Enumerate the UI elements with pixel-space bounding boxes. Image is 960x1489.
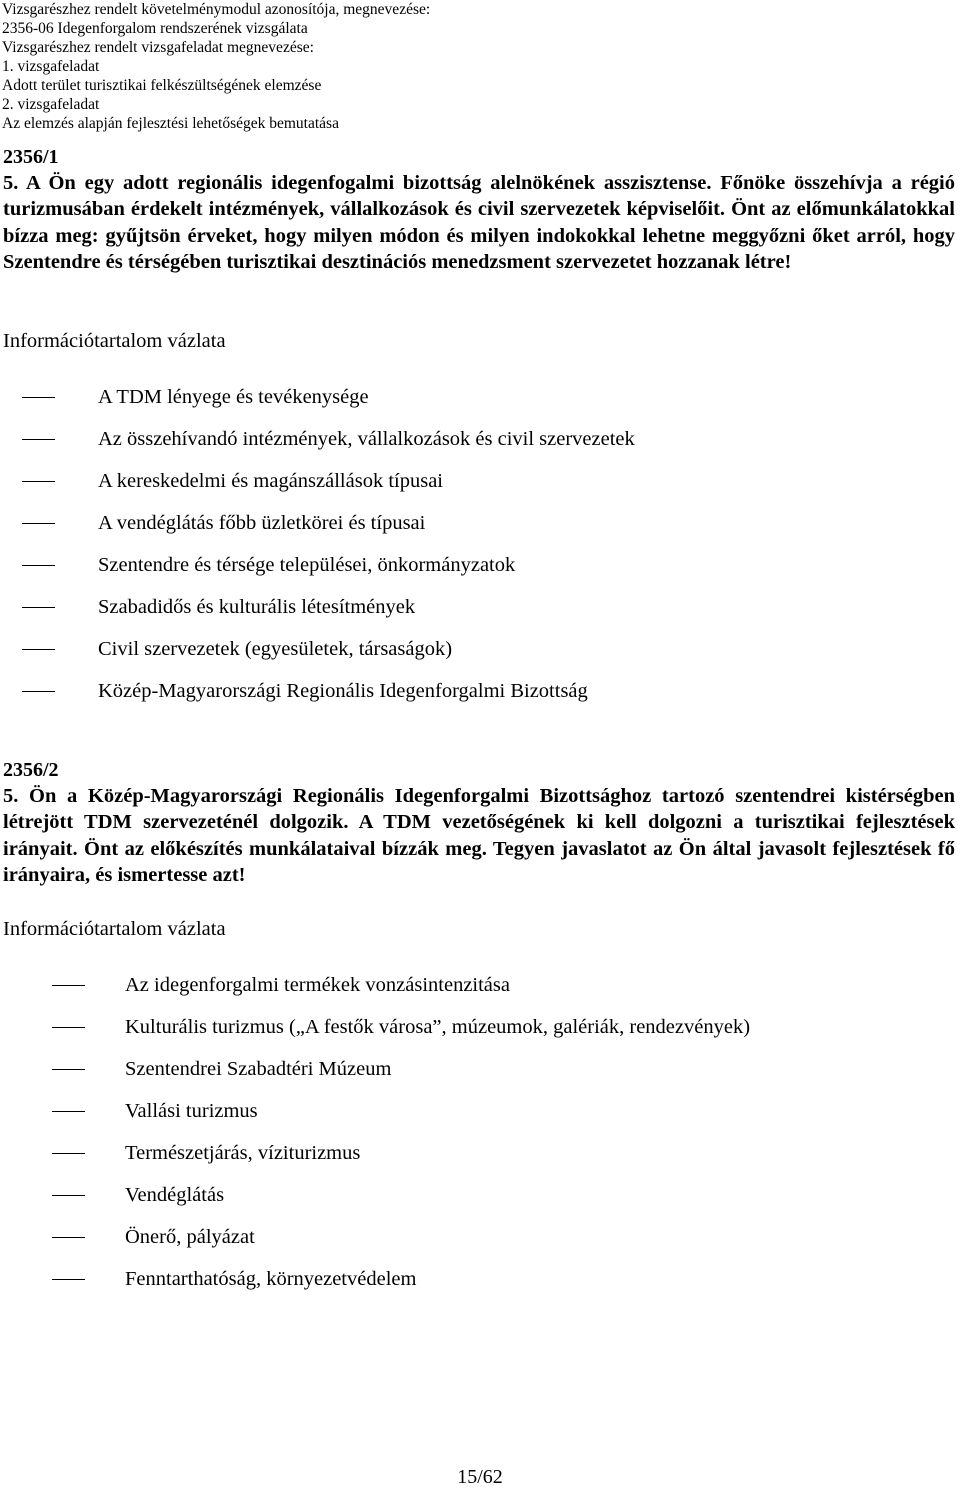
header-line-task-1-name: Adott terület turisztikai felkészültségének elemzése (2, 77, 322, 94)
dash-bullet-icon (22, 607, 55, 608)
dash-bullet-icon (22, 523, 55, 524)
document-header (2, 0, 952, 133)
page-number: 15/62 (457, 1466, 503, 1488)
list-item-label: Önerő, pályázat (125, 1226, 255, 1248)
dash-bullet-icon (22, 691, 55, 692)
task-1 (3, 144, 955, 276)
list-item-label: Civil szervezetek (egyesületek, társaságok) (98, 638, 453, 660)
list-item-label: Szabadidős és kulturális létesítmények (98, 596, 416, 618)
dash-bullet-icon (22, 397, 55, 398)
task-1-code: 2356/1 (3, 146, 59, 168)
list-item (0, 964, 950, 1006)
list-item-label: Szentendre és térsége települései, önkormányzatok (98, 554, 516, 576)
header-line-task-2-name: Az elemzés alapján fejlesztési lehetőségek bemutatása (2, 115, 339, 132)
list-item-label: A TDM lényege és tevékenysége (98, 386, 369, 408)
list-item (0, 502, 950, 544)
list-item (0, 586, 950, 628)
list-item (0, 670, 950, 712)
dash-bullet-icon (52, 1279, 85, 1280)
list-item-label: Közép-Magyarországi Regionális Idegenforgalmi Bizottság (98, 680, 588, 702)
list-item (0, 1132, 950, 1174)
list-item-label: Természetjárás, víziturizmus (125, 1142, 361, 1164)
list-item (0, 376, 950, 418)
list-item (0, 1048, 950, 1090)
dash-bullet-icon (52, 1195, 85, 1196)
list-item (0, 544, 950, 586)
header-line-task-2-number: 2. vizsgafeladat (2, 96, 100, 113)
list-item-label: Az összehívandó intézmények, vállalkozások és civil szervezetek (98, 428, 635, 450)
list-item (0, 1258, 950, 1300)
dash-bullet-icon (22, 649, 55, 650)
dash-bullet-icon (52, 1069, 85, 1070)
list-item (0, 1216, 950, 1258)
task-2-outline-heading: Információtartalom vázlata (3, 918, 226, 940)
dash-bullet-icon (22, 481, 55, 482)
task-2-outline-list (0, 964, 950, 1300)
list-item (0, 1090, 950, 1132)
list-item-label: Szentendrei Szabadtéri Múzeum (125, 1058, 392, 1080)
list-item (0, 1006, 950, 1048)
list-item-label: Fenntarthatóság, környezetvédelem (125, 1268, 417, 1290)
task-1-text: 5. A Ön egy adott regionális idegenfogalmi bizottság alelnökének asszisztense. Főnöke összehívja a régió turizmusában érdekelt intézmények, vállalkozások és civil szervezetek képviselőit. Önt az előmunkálatokkal bízza meg: gyűjtsön érveket, hogy milyen módon és milyen indokokkal lehetne meggyőzni őket arról, hogy Szentendre és térségében turisztikai desztinációs menedzsment szervezetet hozzanak létre! (3, 172, 955, 274)
list-item (0, 628, 950, 670)
dash-bullet-icon (52, 985, 85, 986)
list-item-label: A kereskedelmi és magánszállások típusai (98, 470, 443, 492)
list-item (0, 460, 950, 502)
task-1-outline-list (0, 376, 950, 712)
task-2-text: 5. Ön a Közép-Magyarországi Regionális Idegenforgalmi Bizottsághoz tartozó szentendrei kistérségben létrejött TDM szervezeténél dolgozik. A TDM vezetőségének ki kell dolgozni a turisztikai fejlesztések irányait. Önt az előkészítés munkálataival bízzák meg. Tegyen javaslatot az Ön által javasolt fejlesztések fő irányaira, és ismertesse azt! (3, 785, 955, 887)
header-line-module-label: Vizsgarészhez rendelt követelménymodul azonosítója, megnevezése: (2, 1, 431, 18)
list-item-label: Az idegenforgalmi termékek vonzásintenzitása (125, 974, 510, 996)
list-item-label: Vendéglátás (125, 1184, 225, 1206)
list-item-label: Kulturális turizmus („A festők városa”, múzeumok, galériák, rendezvények) (125, 1016, 751, 1038)
task-2 (3, 757, 955, 889)
header-line-task-1-number: 1. vizsgafeladat (2, 58, 100, 75)
list-item-label: Vallási turizmus (125, 1100, 258, 1122)
header-line-module-name: 2356-06 Idegenforgalom rendszerének vizsgálata (2, 20, 308, 37)
list-item-label: A vendéglátás főbb üzletkörei és típusai (98, 512, 426, 534)
list-item (0, 418, 950, 460)
dash-bullet-icon (22, 565, 55, 566)
header-line-task-label: Vizsgarészhez rendelt vizsgafeladat megnevezése: (2, 39, 314, 56)
dash-bullet-icon (52, 1027, 85, 1028)
dash-bullet-icon (52, 1111, 85, 1112)
dash-bullet-icon (22, 439, 55, 440)
task-1-outline-heading: Információtartalom vázlata (3, 330, 226, 352)
task-2-code: 2356/2 (3, 759, 59, 781)
list-item (0, 1174, 950, 1216)
dash-bullet-icon (52, 1153, 85, 1154)
dash-bullet-icon (52, 1237, 85, 1238)
